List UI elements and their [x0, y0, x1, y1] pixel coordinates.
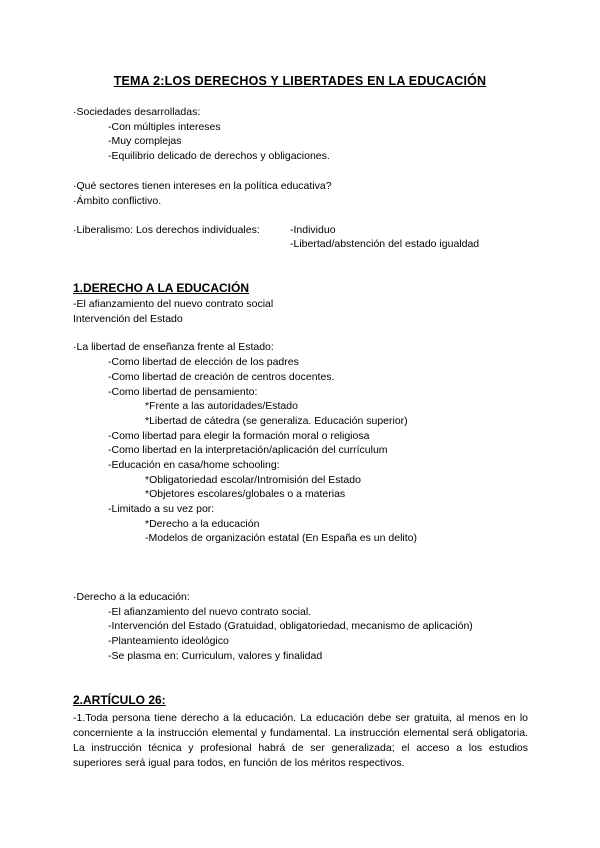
list-item: -Como libertad de elección de los padres [108, 356, 299, 368]
list-item: -Como libertad de creación de centros docentes. [108, 371, 335, 383]
list-item: -Libertad/abstención del estado igualdad [290, 238, 480, 250]
list-item: -Modelos de organización estatal (En España es un delito) [145, 532, 417, 544]
list-item: *Derecho a la educación [145, 518, 260, 530]
list-item: -Con múltiples intereses [108, 121, 221, 133]
list-item: -Como libertad para elegir la formación moral o religiosa [108, 430, 370, 442]
text-line: ·Derecho a la educación: [73, 591, 190, 603]
list-item: *Objetores escolares/globales o a materias [145, 488, 346, 500]
list-item: -Muy complejas [108, 135, 182, 147]
text-line: ·Qué sectores tienen intereses en la política educativa? [73, 180, 332, 192]
text-line: ·Ámbito conflictivo. [73, 195, 162, 207]
list-item: *Obligatoriedad escolar/Intromisión del Estado [145, 474, 361, 486]
list-item: *Libertad de cátedra (se generaliza. Educación superior) [145, 415, 408, 427]
text-line: ·Liberalismo: Los derechos individuales: [73, 224, 260, 236]
list-item: -Limitado a su vez por: [108, 503, 215, 515]
list-item: -Individuo [290, 224, 336, 236]
list-item: *Frente a las autoridades/Estado [145, 400, 298, 412]
list-item: -Planteamiento ideológico [108, 635, 229, 647]
list-item: -El afianzamiento del nuevo contrato social. [108, 606, 312, 618]
section-heading: 1.DERECHO A LA EDUCACIÓN [73, 281, 250, 295]
list-item: -Educación en casa/home schooling: [108, 459, 280, 471]
list-item: -Como libertad en la interpretación/aplicación del currículum [108, 444, 388, 456]
text-line: ·La libertad de enseñanza frente al Estado: [73, 341, 274, 353]
text-line: ·Sociedades desarrolladas: [73, 106, 201, 118]
text-line: -El afianzamiento del nuevo contrato social [73, 298, 274, 310]
list-item: -Se plasma en: Curriculum, valores y finalidad [108, 650, 323, 662]
section-heading: 2.ARTÍCULO 26: [73, 693, 166, 707]
text-line: Intervención del Estado [73, 313, 183, 325]
page-title: TEMA 2:LOS DERECHOS Y LIBERTADES EN LA EDUCACIÓN [113, 74, 487, 88]
list-item: -Equilibrio delicado de derechos y obligaciones. [108, 150, 330, 162]
list-item: -Intervención del Estado (Gratuidad, obligatoriedad, mecanismo de aplicación) [108, 620, 473, 632]
list-item: -Como libertad de pensamiento: [108, 386, 258, 398]
article-paragraph: -1.Toda persona tiene derecho a la educación. La educación debe ser gratuita, al menos en lo concerniente a la instrucción elemental y fundamental. La instrucción elemental será obligatoria. La instrucción técnica y profesional habrá de ser generalizada; el acceso a los estudios superiores será igual para todos, en función de los méritos respectivos. [73, 712, 528, 769]
